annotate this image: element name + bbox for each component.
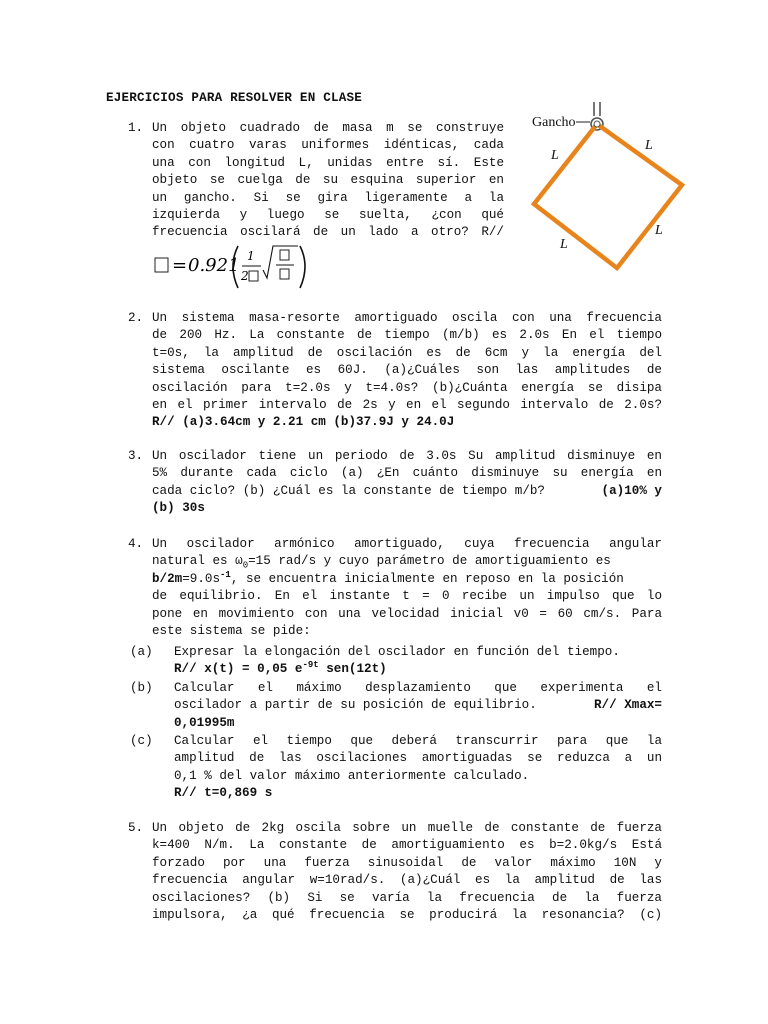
square-object (534, 124, 682, 268)
text-line: pone en movimiento con una velocidad inicial v0 = 60 cm/s. Para (152, 606, 662, 621)
text-line: amplitud de las oscilaciones amortiguadas se reduzca a un (174, 751, 662, 766)
text-line: en el primer intervalo de 2s y en el segundo intervalo de 2.0s? (152, 398, 662, 413)
subitem-text (174, 680, 662, 732)
answer: 0,01995m (174, 715, 235, 730)
problem-number: 4. (128, 537, 144, 551)
text-line: de 200 Hz. La constante de tiempo (m/b) es 2.0s En el tiempo (152, 328, 662, 343)
text-line: k=400 N/m. La constante de amortiguamiento es b=2.0kg/s Está (152, 838, 662, 853)
text-segment: oscilador a partir de su posición de equilibrio. (174, 698, 537, 713)
side-label: L (560, 237, 568, 252)
answer: R// x(t) = 0,05 $e^{-9t}$ sen(12t) (174, 660, 387, 677)
formula-equals: = (172, 255, 188, 276)
hook-label: Gancho (532, 115, 576, 130)
problem-text (152, 310, 662, 432)
text-line: 0,1 % del valor máximo anteriormente calculado. (174, 768, 530, 783)
square-hanging-diagram (528, 98, 690, 274)
frequency-formula (152, 240, 312, 296)
text-line: sistema oscilante es 60J. (a)¿Cuáles son las amplitudes de (152, 363, 662, 378)
text-segment: , se encuentra inicialmente en reposo en la posición (230, 571, 624, 586)
text-segment: b/2m (152, 571, 183, 586)
text-line: t=0s, la amplitud de oscilación es de 6cm y la energía del (152, 345, 662, 360)
problem-number: 3. (128, 449, 144, 463)
text-segment: =9.0s (182, 571, 221, 586)
problem-text (152, 120, 504, 242)
text-line: izquierda y luego se suelta, ¿con qué (152, 208, 504, 223)
answer: (b) 30s (152, 501, 205, 516)
subitem-label: (a) (130, 645, 153, 659)
answer: R// Xmax= (593, 698, 662, 713)
text-line: Un oscilador armónico amortiguado, cuya frecuencia angular (152, 537, 662, 551)
text-line: Un objeto cuadrado de masa m se construye (152, 121, 504, 135)
text-line (174, 697, 662, 714)
text-line: 5% durante cada ciclo (a) ¿En cuánto disminuye su energía en (152, 466, 662, 481)
text-line: Expresar la elongación del oscilador en función del tiempo. (174, 645, 620, 659)
text-line: Un oscilador tiene un periodo de 3.0s Su amplitud disminuye en (152, 449, 662, 463)
text-line: una con longitud L, unidas entre sí. Este (152, 155, 504, 170)
text-segment: natural es $\omega_0=15$ rad/s y cuyo parámetro de amortiguamiento es (152, 554, 611, 571)
answer: R// t=0,869 s (174, 786, 273, 801)
problem-number: 5. (128, 821, 144, 835)
problem-number: 2. (128, 311, 144, 325)
formula-two: 2 (241, 269, 249, 283)
answer: (a)10% y (601, 483, 662, 498)
text-line: Un sistema masa-resorte amortiguado oscila con una frecuencia (152, 311, 662, 325)
formula-one: 1 (247, 249, 255, 263)
problem-number: 1. (128, 121, 144, 135)
text-line: este sistema se pide: (152, 624, 311, 639)
side-label: L (655, 223, 663, 238)
subitem-text (174, 644, 662, 679)
side-label: L (645, 138, 653, 153)
text-line: Calcular el tiempo que deberá transcurrir para que la (174, 734, 662, 748)
side-label: L (551, 148, 559, 163)
text-line (152, 553, 662, 570)
text-line: forzado por una fuerza sinusoidal de valor máximo 10N y (152, 855, 662, 870)
text-line: un gancho. Si se gira ligeramente a la (152, 190, 504, 205)
text-line (152, 483, 662, 500)
answer: R// (a)3.64cm y 2.21 cm (b)37.9J y 24.0J (152, 415, 455, 430)
text-line: Calcular el máximo desplazamiento que experimenta el (174, 681, 662, 695)
problem-text (152, 820, 662, 924)
formula-coefficient: 0.921 (188, 255, 240, 276)
text-line: oscilaciones? (b) Si se varía la frecuencia de la fuerza (152, 890, 662, 905)
text-line: oscilación para t=2.0s y t=4.0s? (b)¿Cuánta energía se disipa (152, 380, 662, 395)
subitem-text (174, 733, 662, 803)
text-line: de equilibrio. En el instante t = 0 recibe un impulso que lo (152, 589, 662, 604)
text-line: con cuatro varas uniformes idénticas, cada (152, 138, 504, 153)
formula-graphic (152, 240, 312, 292)
text-line (152, 571, 662, 588)
text-line: frecuencia angular w=10rad/s. (a)¿Cuál es la amplitud de las (152, 873, 662, 888)
problem-text (152, 448, 662, 518)
text-segment: cada ciclo? (b) ¿Cuál es la constante de tiempo m/b? (152, 483, 545, 498)
page-title: EJERCICIOS PARA RESOLVER EN CLASE (106, 91, 362, 105)
text-line: objeto se cuelga de su esquina superior en (152, 173, 504, 188)
subitem-label: (b) (130, 681, 153, 695)
text-segment: -1 (220, 569, 231, 580)
problem-text (152, 536, 662, 640)
text-line: frecuencia oscilará de un lado a otro? R// (152, 225, 504, 240)
text-line: Un objeto de 2kg oscila sobre un muelle de constante de fuerza (152, 821, 662, 835)
text-line: impulsora, ¿a qué frecuencia se producirá la resonancia? (c) (152, 908, 662, 923)
subitem-label: (c) (130, 734, 153, 748)
